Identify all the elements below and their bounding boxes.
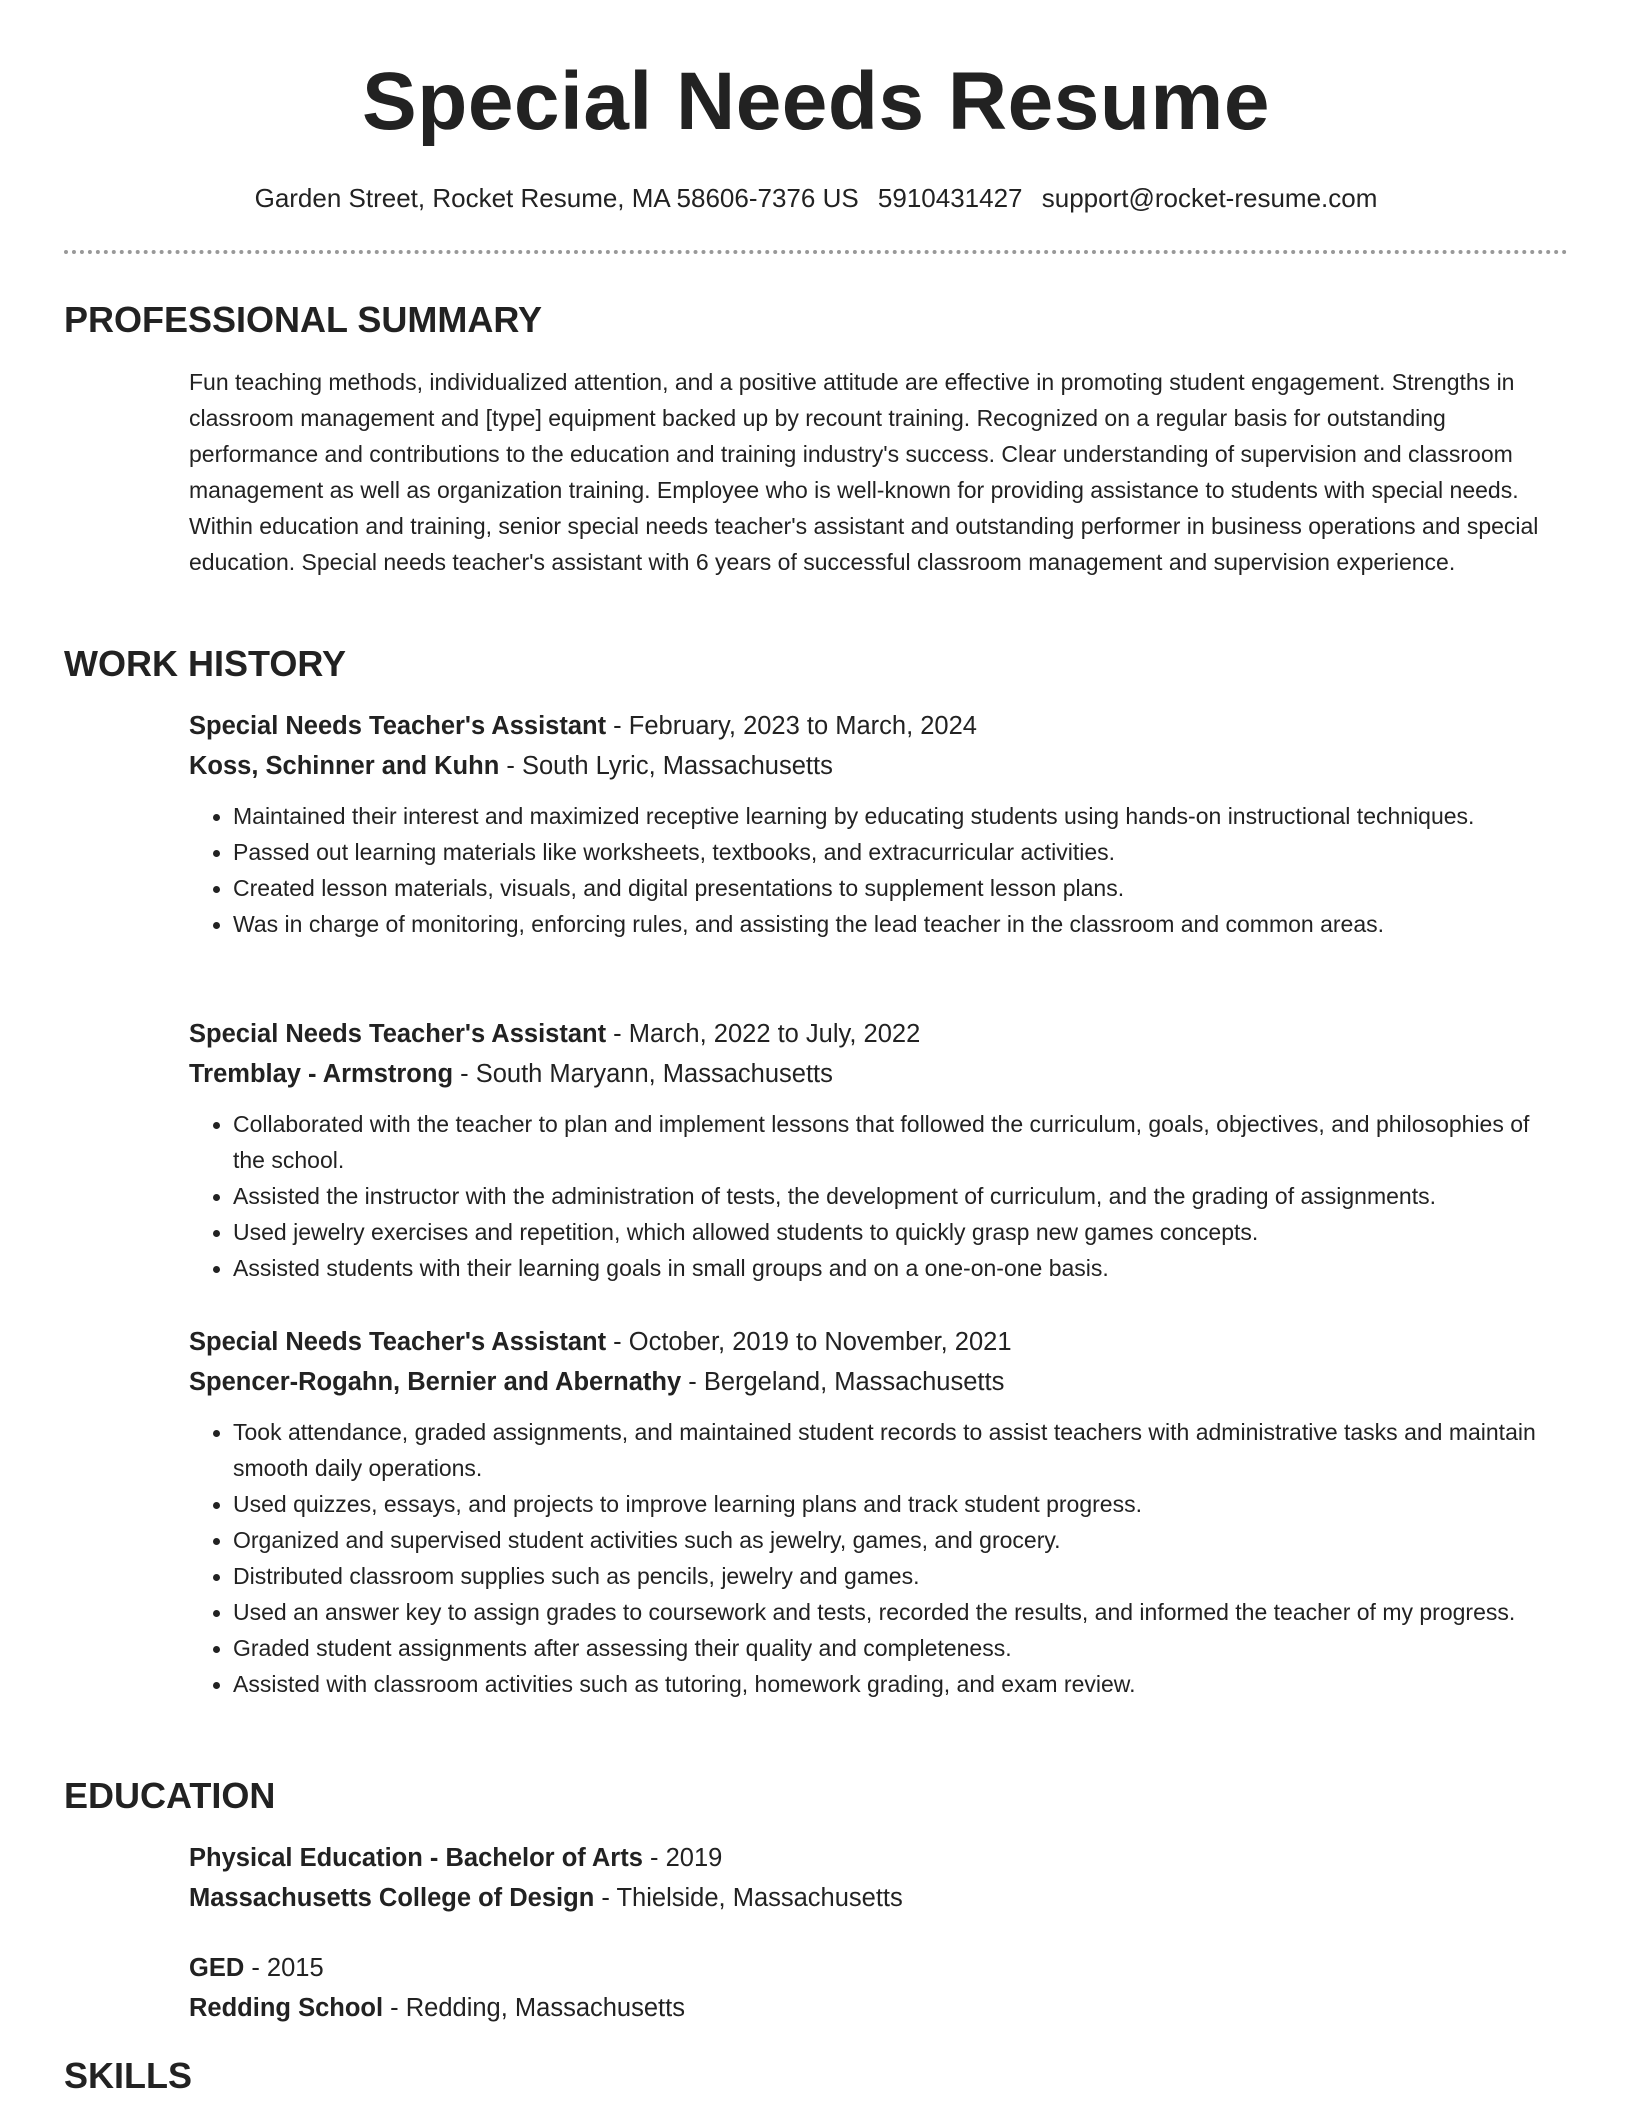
job-title-line — [189, 706, 1559, 746]
job-duty: • Used quizzes, essays, and projects to improve learning plans and track student progress. — [233, 1486, 1559, 1522]
degree-year: - 2015 — [244, 1954, 324, 1982]
education-entry — [189, 1838, 1559, 1918]
job-entry — [189, 1322, 1559, 1702]
job-title: Special Needs Teacher's Assistant — [189, 1020, 607, 1048]
job-duty: • Assisted students with their learning goals in small groups and on a one-on-one basis. — [233, 1250, 1559, 1286]
job-dates: - October, 2019 to November, 2021 — [606, 1328, 1012, 1356]
job-duty: • Maintained their interest and maximized receptive learning by educating students using hands-on instructional techniques. — [233, 798, 1559, 834]
job-duties-list — [189, 798, 1559, 942]
school-location: - Thielside, Massachusetts — [594, 1884, 903, 1912]
job-duty: • Assisted with classroom activities such as tutoring, homework grading, and exam review. — [233, 1666, 1559, 1702]
job-title: Special Needs Teacher's Assistant — [189, 1328, 607, 1356]
job-title: Special Needs Teacher's Assistant — [189, 712, 607, 740]
degree-name: GED — [189, 1954, 245, 1982]
school-name: Massachusetts College of Design — [189, 1884, 595, 1912]
job-company: Tremblay - Armstrong — [189, 1060, 454, 1088]
school-line — [189, 1988, 1559, 2028]
job-duties-list — [189, 1106, 1559, 1286]
summary-heading: PROFESSIONAL SUMMARY — [64, 299, 543, 340]
summary-text: Fun teaching methods, individualized attention, and a positive attitude are effective in promoting student engagement. Strengths in classroom management and [type] equipment backed up by recount training. Recognized on a regular basis for outstanding performance and contributions to the education and training industry's success. Clear understanding of supervision and classroom management as well as organization training. Employee who is well-known for providing assistance to students with special needs. Within education and training, senior special needs teacher's assistant and outstanding performer in business operations and special education. Special needs teacher's assistant with 6 years of successful classroom management and supervision experience. — [189, 369, 1539, 575]
job-duty: • Distributed classroom supplies such as pencils, jewelry and games. — [233, 1558, 1559, 1594]
job-dates: - March, 2022 to July, 2022 — [606, 1020, 921, 1048]
job-company-line — [189, 1054, 1559, 1094]
job-company-line — [189, 746, 1559, 786]
contact-email: support@rocket-resume.com — [1041, 183, 1378, 213]
job-duty: • Used jewelry exercises and repetition, which allowed students to quickly grasp new games concepts. — [233, 1214, 1559, 1250]
education-heading: EDUCATION — [64, 1775, 276, 1816]
job-duty: • Created lesson materials, visuals, and digital presentations to supplement lesson plans. — [233, 870, 1559, 906]
degree-line — [189, 1948, 1559, 1988]
job-title-line — [189, 1014, 1559, 1054]
job-company: Koss, Schinner and Kuhn — [189, 752, 500, 780]
contact-address: Garden Street, Rocket Resume, MA 58606-7376 US — [254, 183, 859, 213]
job-duty: • Was in charge of monitoring, enforcing rules, and assisting the lead teacher in the classroom and common areas. — [233, 906, 1559, 942]
job-duty: • Organized and supervised student activities such as jewelry, games, and grocery. — [233, 1522, 1559, 1558]
job-duty: • Passed out learning materials like worksheets, textbooks, and extracurricular activities. — [233, 834, 1559, 870]
job-location: - South Maryann, Massachusetts — [453, 1060, 833, 1088]
degree-year: - 2019 — [642, 1844, 723, 1872]
job-location: - Bergeland, Massachusetts — [681, 1368, 1005, 1396]
job-company-line — [189, 1362, 1559, 1402]
header-divider — [64, 250, 1568, 254]
education-entry — [189, 1948, 1559, 2028]
job-entry — [189, 706, 1559, 942]
degree-name: Physical Education - Bachelor of Arts — [189, 1844, 643, 1872]
job-company: Spencer-Rogahn, Bernier and Abernathy — [189, 1368, 682, 1396]
school-line — [189, 1878, 1559, 1918]
school-location: - Redding, Massachusetts — [383, 1994, 685, 2022]
job-duty: • Graded student assignments after assessing their quality and completeness. — [233, 1630, 1559, 1666]
skills-heading: SKILLS — [64, 2055, 193, 2096]
job-duty: • Assisted the instructor with the administration of tests, the development of curriculum, and the grading of assignments. — [233, 1178, 1559, 1214]
summary-block — [189, 364, 1559, 580]
contact-phone: 5910431427 — [877, 183, 1023, 213]
degree-line — [189, 1838, 1559, 1878]
school-name: Redding School — [189, 1994, 384, 2022]
resume-title: Special Needs Resume — [362, 56, 1270, 147]
job-duty: • Used an answer key to assign grades to coursework and tests, recorded the results, and informed the teacher of my progress. — [233, 1594, 1559, 1630]
job-location: - South Lyric, Massachusetts — [499, 752, 833, 780]
job-duty: • Took attendance, graded assignments, and maintained student records to assist teachers with administrative tasks and maintain smooth daily operations. — [233, 1414, 1559, 1486]
job-duty: • Collaborated with the teacher to plan and implement lessons that followed the curriculum, goals, objectives, and philosophies of the school. — [233, 1106, 1559, 1178]
job-title-line — [189, 1322, 1559, 1362]
job-duties-list — [189, 1414, 1559, 1702]
job-dates: - February, 2023 to March, 2024 — [606, 712, 977, 740]
job-entry — [189, 1014, 1559, 1286]
contact-line — [0, 180, 1632, 216]
work-history-heading: WORK HISTORY — [64, 643, 347, 684]
